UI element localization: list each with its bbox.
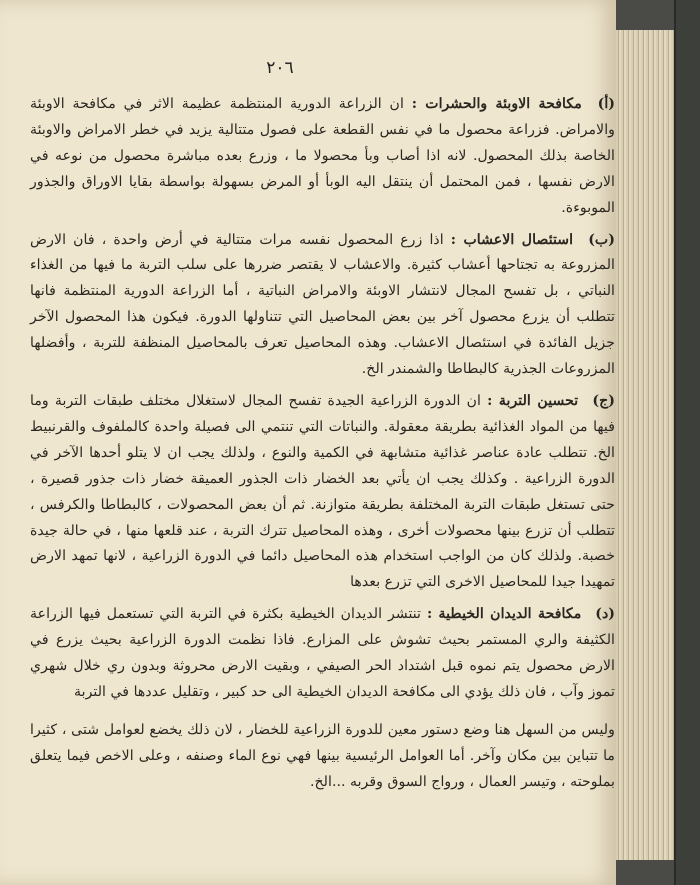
- section-a: [30, 92, 615, 222]
- section-text: تنتشر الديدان الخيطية بكثرة في التربة التي تستعمل فيها الزراعة الكثيفة والري المستمر بحيث تشوش على المزارع. فاذا نظمت الدورة الزراعية بحيث يزرع في الارض محصول يتم نموه قبل اشتداد الحر الصيفي ، وبقيت الارض محروثة وبدون ري خلال شهري تموز وآب ، فان ذلك يؤدي الى مكافحة الديدان الخيطية الى حد كبير ، وتقليل عددها في التربة: [30, 606, 615, 700]
- section-label: (أ): [597, 96, 616, 112]
- section-c: [30, 389, 615, 596]
- section-text: ان الدورة الزراعية الجيدة تفسح المجال لاستغلال مختلف طبقات التربة وما فيها من المواد الغذائية بطريقة معقولة. والنباتات التي تنتمي الى فصيلة واحدة كالملفوف والقرنبيط الخ. تتطلب عادة عناصر غذائية متشابهة في الكمية والنوع ، ولذلك يجب ان لا يتلو أحدها الآخر في الدورة الزراعية . وكذلك يجب ان يأتي بعد الخضار ذات الجذور العميقة خضار ذات جذور قصيرة ، حتى تستغل طبقات التربة المختلفة بطريقة متوازنة. ثم أن بعض المحصولات ، كالبطاطا والكرفس ، تتطلب أن تزرع بينها محصولات أخرى ، وهذه المحاصيل تترك التربة ، عند قلعها منها ، في حالة جيدة خصبة. ولذلك كان من الواجب استخدام هذه المحاصيل دائما في الدورة الزراعية ، لانها تمهد الارض تمهيدا جيدا للمحاصيل الاخرى التي تزرع بعدها: [30, 392, 615, 591]
- section-heading: مكافحة الاوبئة والحشرات :: [411, 96, 582, 112]
- section-label: (ب): [588, 231, 615, 248]
- section-label: (ج): [592, 392, 615, 409]
- page-edges: [616, 30, 674, 860]
- section-text: ان الزراعة الدورية المنتظمة عظيمة الاثر في مكافحة الاوبئة والامراض. فزراعة محصول ما في نفس القطعة على فصول متتالية يزيد في خطر الامراض والاوبئة الخاصة بذلك المحصول. لانه اذا أصاب وبأ محصولا ما ، وزرع بعده مباشرة محصول من نوعه في الارض نفسها ، فمن المحتمل أن ينتقل اليه الوبأ أو المرض بسهولة بواسطة بقايا الاوراق والجذور الموبوءة.: [30, 96, 615, 216]
- section-heading: مكافحة الديدان الخيطية :: [426, 606, 582, 623]
- page-number: ٢٠٦: [266, 58, 294, 78]
- section-label: (د): [595, 606, 615, 623]
- section-d: [30, 602, 615, 706]
- book-cover: [674, 0, 700, 885]
- section-heading: تحسين التربة :: [487, 392, 579, 409]
- section-heading: استئصال الاعشاب :: [450, 231, 574, 248]
- page-body: [30, 92, 615, 796]
- section-b: [30, 228, 615, 383]
- closing-paragraph: وليس من السهل هنا وضع دستور معين للدورة الزراعية للخضار ، لان ذلك يخضع لعوامل شتى ، كثيرا ما تتباين بين مكان وآخر. أما العوامل الرئيسية بينها فهي نوع الماء وصنفه ، وعلى الاخص فيما يتعلق بملوحته ، وتيسر العمال ، ورواج السوق وقربه ...الخ.: [30, 721, 615, 790]
- section-text: اذا زرع المحصول نفسه مرات متتالية في أرض واحدة ، فان الارض المزروعة به تجتاحها أعشاب كثيرة. والاعشاب لا يقتصر ضررها على سلب التربة ما فيها من الغذاء النباتي ، بل تفسح المجال لانتشار الاوبئة والامراض النباتية ، أما الزراعة الدورية المنتظمة فانها تتطلب أن يزرع محصول آخر بين بعض المحاصيل التي تتناولها الدورة. فيكون هذا المحصول الآخر جزيل الفائدة في استئصال الاعشاب. وهذه المحاصيل تعرف بالمحاصيل المنظفة للتربة ، وأفضلها المزروعات الجذرية كالبطاطا والشمندر الخ.: [30, 231, 615, 378]
